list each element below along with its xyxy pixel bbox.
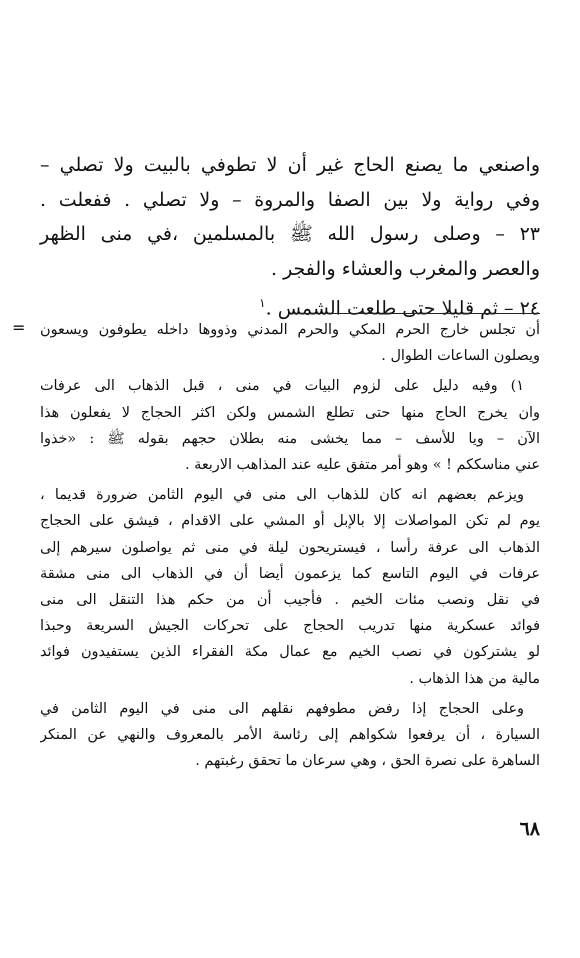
footnote-line: في نقل ونصب مئات الخيم . فأجيب أن من حكم هذا التنقل الى منى <box>40 592 540 609</box>
footnote-line: وعلى الحجاج إذا رفض مطوفهم نقلهم الى منى في اليوم الثامن في <box>40 700 524 717</box>
footnote-line: عرفات في اليوم التاسع كما يزعمون أيضا أن في الذهاب الى منى مشقة <box>40 565 540 582</box>
footnote-separator <box>290 313 540 314</box>
footnote-line: الذهاب الى عرفة رأسا ، فيستريحون ليلة في منى ثم يواصلون سيرهم إلى <box>40 539 540 556</box>
footnote-line: وان يخرج الحاج منها حتى تطلع الشمس ولكن اكثر الحجاج لا يفعلون هذا <box>40 404 540 421</box>
footnote-continuation-mark: = <box>12 318 26 337</box>
footnotes <box>40 317 540 778</box>
footnote-line: لو يشتركون في نصب الخيم مع عمال مكة الفقراء الذين يستفيدون فوائد <box>40 644 540 661</box>
main-line-1: واصنعي ما يصنع الحاج غير أن لا تطوفي بالبيت ولا تصلي – <box>40 154 540 176</box>
main-text <box>40 148 540 326</box>
footnote-reference: ١ <box>259 296 266 310</box>
footnote-line: عني مناسككم ! » وهو أمر متفق عليه عند المذاهب الاربعة . <box>184 457 540 474</box>
footnote-line: ويصلون الساعات الطوال . <box>381 348 540 365</box>
main-line-2: وفي رواية ولا بين الصفا والمروة – ولا تصلي . ففعلت . <box>40 188 540 211</box>
footnote-block-3 <box>40 482 540 692</box>
footnote-line: أن تجلس خارج الحرم المكي والحرم المدني وذووها داخله يطوفون ويسعون <box>40 322 540 338</box>
footnote-line: مالية من هذا الذهاب . <box>409 670 540 687</box>
page-number: ٦٨ <box>519 818 540 840</box>
main-line-5-text: ٢٤ – ثم قليلا حتى طلعت الشمس . <box>265 297 540 320</box>
footnote-block-4 <box>40 696 540 775</box>
footnote-block-2 <box>40 373 540 478</box>
footnote-line: فوائد عسكرية منها تدريب الحجاج على تحركات الجيش السريعة وحبذا <box>40 618 540 635</box>
footnote-line: ١) وفيه دليل على لزوم البيات في منى ، قبل الذهاب الى عرفات <box>40 378 524 395</box>
footnote-line: السيارة ، أن يرفعوا شكواهم إلى رئاسة الأمر بالمعروف والنهي عن المنكر <box>40 727 540 744</box>
footnote-line: ويزعم بعضهم انه كان للذهاب الى منى في اليوم الثامن ضرورة قديما ، <box>40 487 524 504</box>
main-line-4: والعصر والمغرب والعشاء والفجر . <box>270 257 540 280</box>
footnote-line: يوم لم تكن المواصلات إلا بالإبل أو المشي على الاقدام ، فيشق على الحجاج <box>40 513 540 530</box>
footnote-line: الآن – ويا للأسف – مما يخشى منه بطلان حجهم بقوله ﷺ : «خذوا <box>40 430 540 447</box>
footnote-block-1 <box>40 317 540 369</box>
footnote-line: الساهرة على نصرة الحق ، وهي سرعان ما تحقق رغبتهم . <box>195 753 540 770</box>
main-line-3: ٢٣ – وصلى رسول الله ﷺ بالمسلمين ،في منى الظهر <box>40 223 540 245</box>
